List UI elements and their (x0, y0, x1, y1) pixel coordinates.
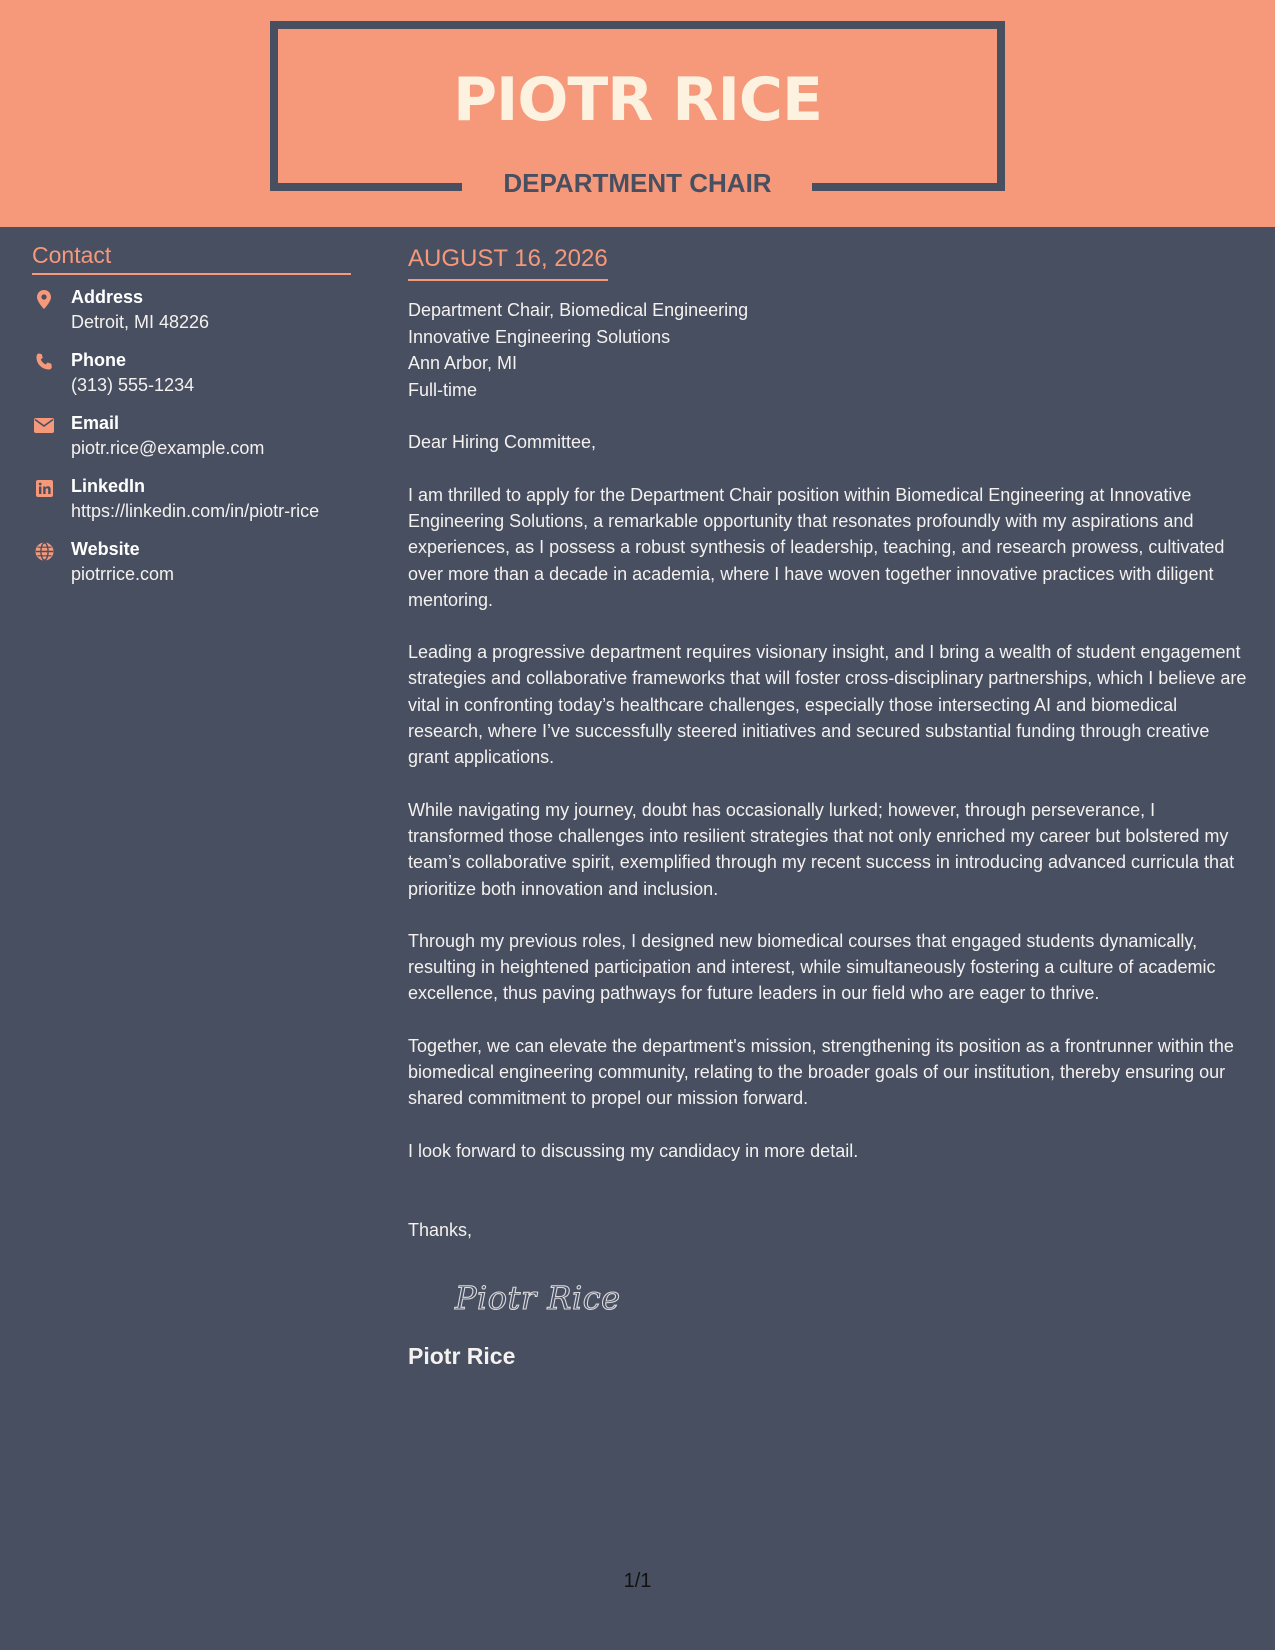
contact-sidebar (32, 240, 351, 600)
recipient-line: Ann Arbor, MI (408, 353, 518, 374)
email-icon (34, 415, 54, 435)
signer-name: Piotr Rice (408, 1342, 516, 1369)
letter-paragraph: I am thrilled to apply for the Department Chair position within Biomedical Engineering at Innovative Engineering Solutions, a remarkable opportunity that resonates profoundly with my aspirations and experiences, as I possess a robust synthesis of leadership, teaching, and research prowess, cultivated over more than a decade in academia, where I have woven together innovative practices with diligent mentoring. (408, 484, 1225, 610)
letter-date: AUGUST 16, 2026 (408, 243, 608, 281)
contact-value: (313) 555-1234 (71, 375, 195, 395)
recipient-line: Innovative Engineering Solutions (408, 326, 671, 347)
closing: Thanks, (408, 1219, 473, 1240)
contact-value: https://linkedin.com/in/piotr-rice (71, 501, 320, 521)
salutation: Dear Hiring Committee, (408, 432, 597, 453)
contact-value: piotr.rice@example.com (71, 438, 265, 458)
page-number: 1/1 (623, 1570, 652, 1592)
contact-list (32, 285, 351, 600)
contact-item-phone (32, 348, 351, 411)
job-title: DEPARTMENT CHAIR (503, 168, 772, 198)
contact-label: Address (71, 287, 144, 307)
contact-label: LinkedIn (71, 476, 146, 496)
letter-body (408, 243, 1248, 1371)
contact-value: piotrrice.com (71, 564, 175, 584)
location-pin-icon (34, 289, 54, 309)
contact-label: Phone (71, 350, 127, 370)
applicant-name: PIOTR RICE (453, 65, 822, 135)
globe-icon (34, 541, 54, 561)
letter-paragraph: Leading a progressive department requires visionary insight, and I bring a wealth of student engagement strategies and collaborative frameworks that will foster cross-disciplinary partnerships, which I believe are vital in confronting today’s healthcare challenges, especially those intersecting AI and biomedical research, where I’ve successfully steered initiatives and secured substantial funding through creative grant applications. (408, 642, 1247, 768)
letter-paragraph: Together, we can elevate the department's mission, strengthening its position as a frontrunner within the biomedical engineering community, relating to the broader goals of our institution, thereby ensuring our shared commitment to propel our mission forward. (408, 1035, 1234, 1109)
contact-label: Email (71, 413, 120, 433)
phone-icon (34, 352, 54, 372)
header-banner (0, 0, 1275, 227)
recipient-line: Department Chair, Biomedical Engineering (408, 300, 749, 320)
handwritten-signature (453, 1273, 1248, 1323)
letter-paragraph: Through my previous roles, I designed new biomedical courses that engaged students dynamically, resulting in heightened participation and interest, while simultaneously fostering a culture of academic excellence, thus paving pathways for future leaders in our field who are eager to thrive. (408, 930, 1216, 1004)
signature-text: Piotr Rice (455, 1278, 621, 1317)
contact-value: Detroit, MI 48226 (71, 312, 210, 332)
linkedin-icon (34, 478, 54, 498)
letter-paragraph: I look forward to discussing my candidacy in more detail. (408, 1140, 859, 1161)
contact-item-address (32, 285, 351, 348)
signature-image (453, 1273, 633, 1323)
contact-heading: Contact (32, 240, 351, 275)
letter-paragraph: While navigating my journey, doubt has occasionally lurked; however, through perseverance, I transformed those challenges into resilient strategies that not only enriched my career but bolstered my team’s collaborative spirit, exemplified through my recent success in introducing advanced curricula that prioritize both innovation and inclusion. (408, 799, 1235, 899)
contact-item-linkedin (32, 474, 351, 537)
recipient-line: Full-time (408, 379, 478, 400)
recipient-block (408, 297, 1248, 403)
contact-item-website (32, 537, 351, 600)
contact-label: Website (71, 539, 140, 559)
contact-item-email (32, 411, 351, 474)
